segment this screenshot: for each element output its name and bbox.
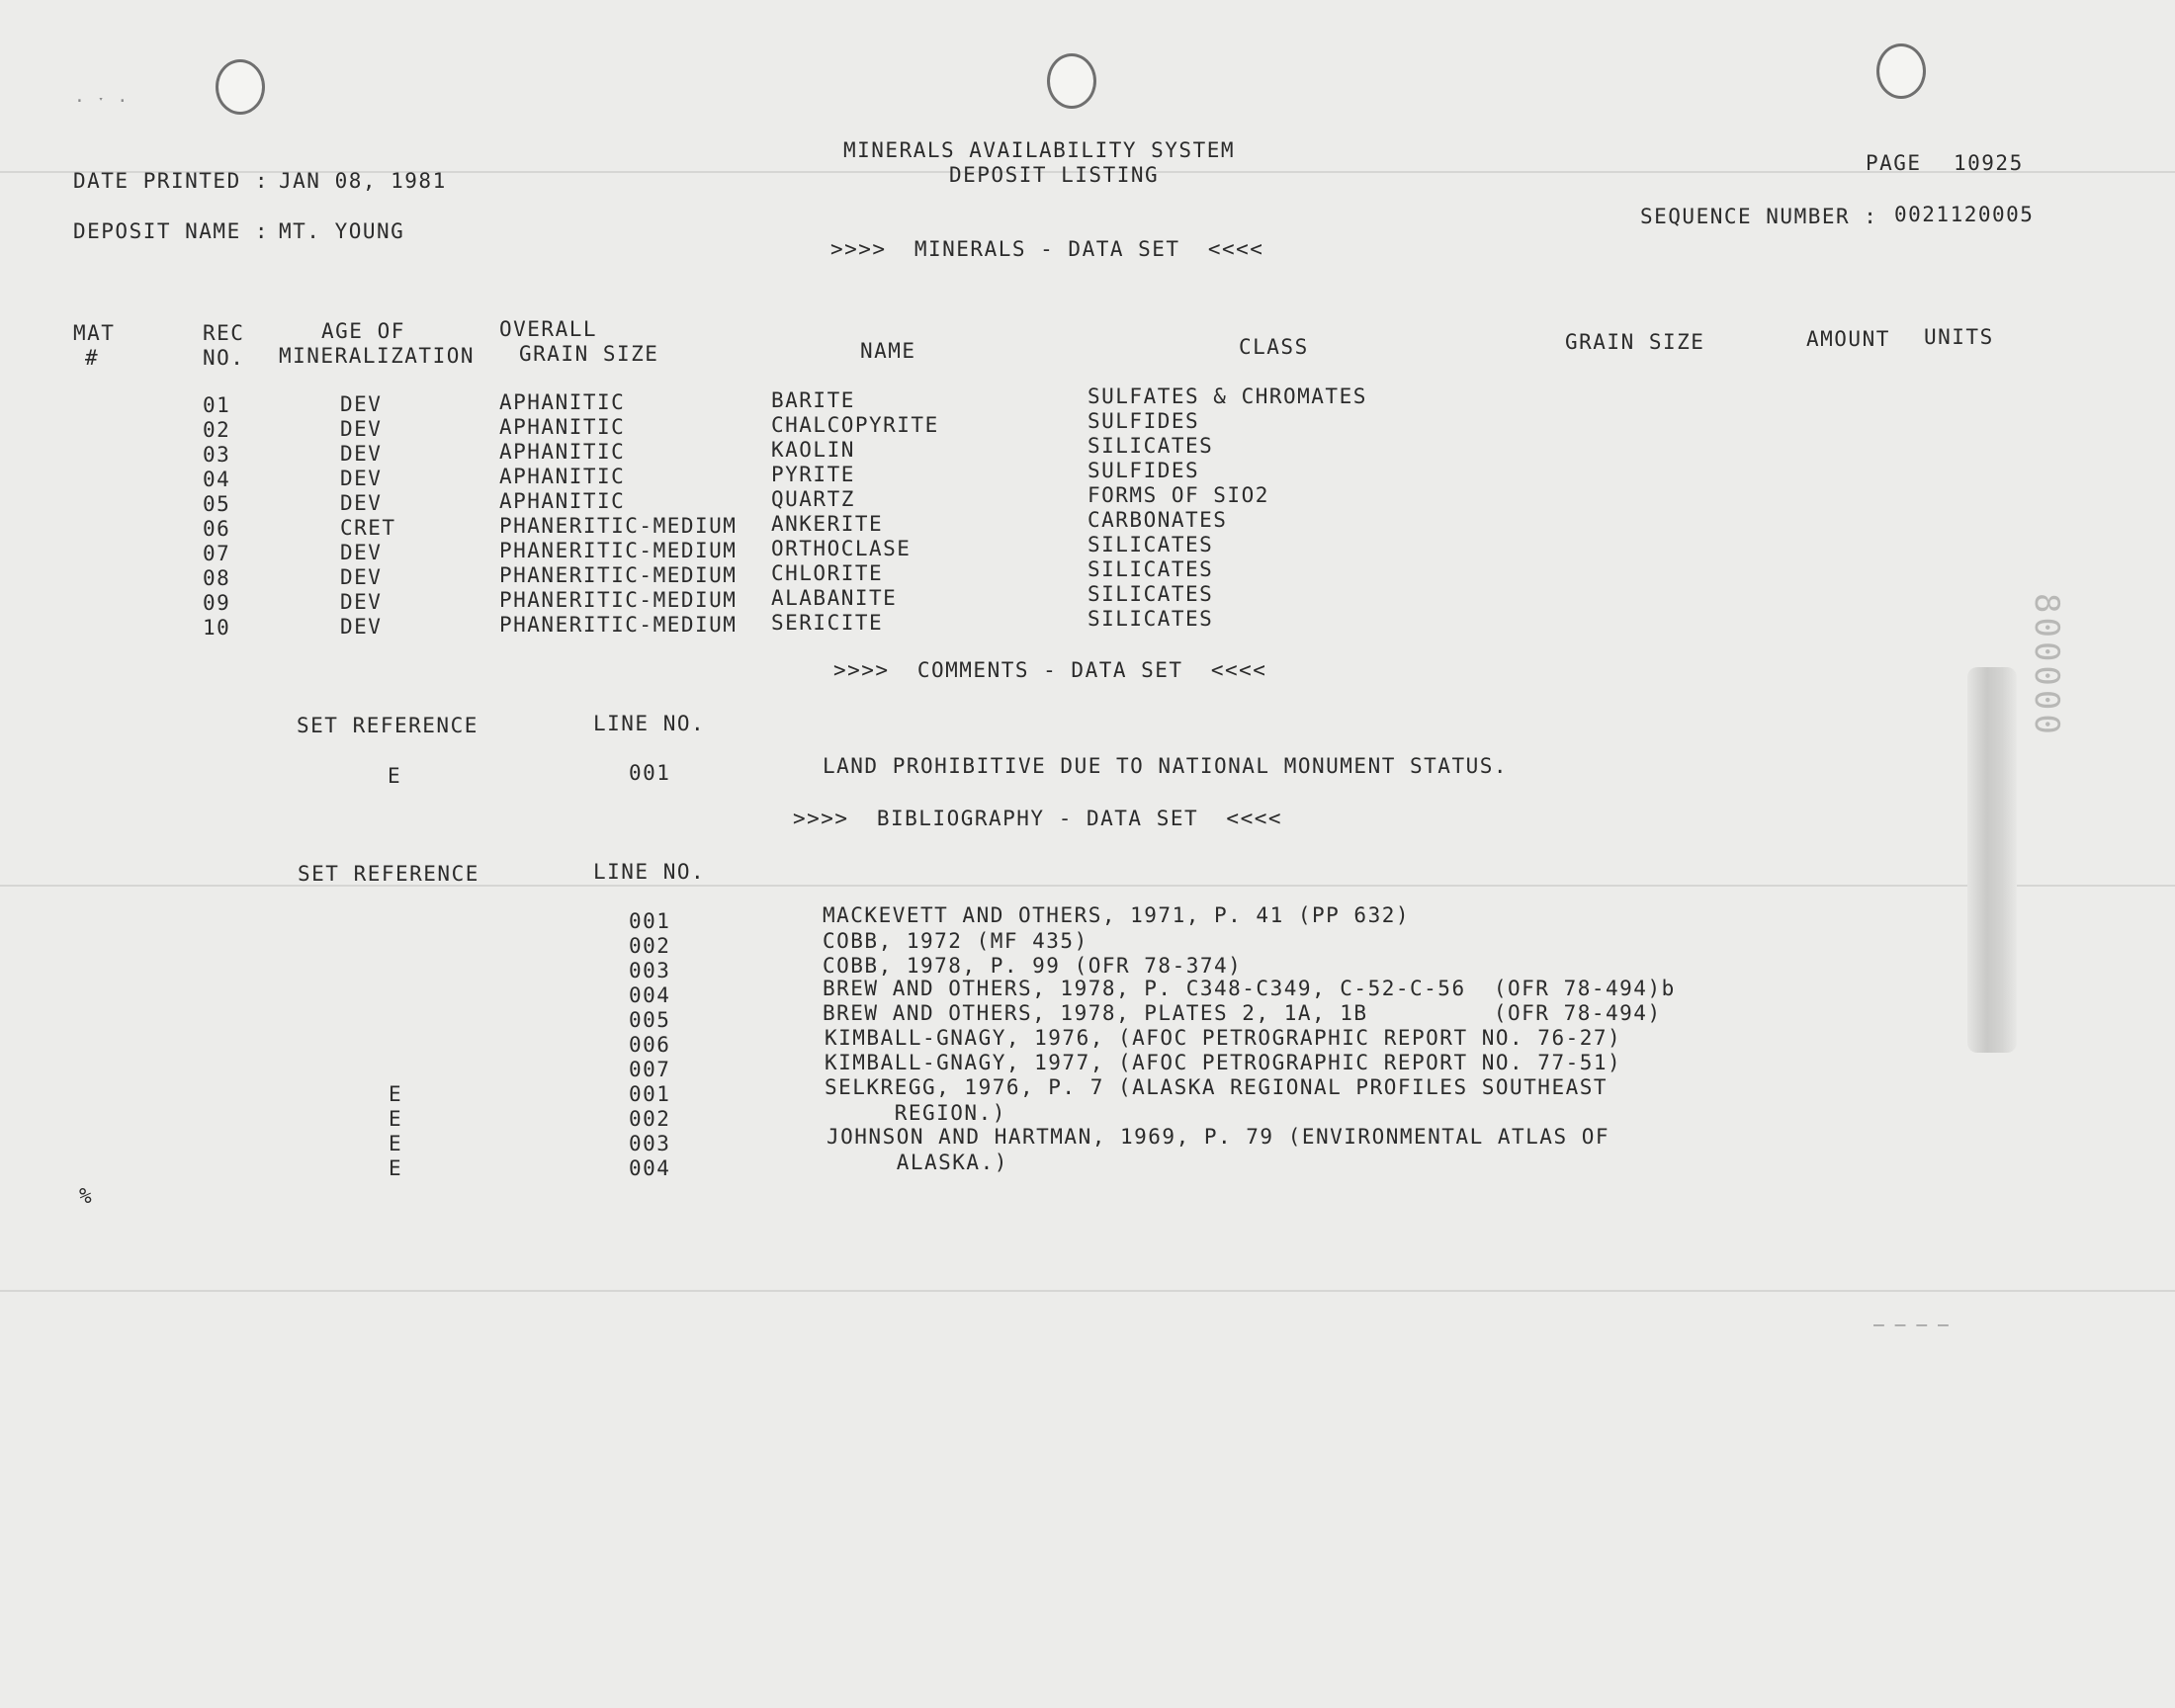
mineral-class: SULFATES & CHROMATES [1088,384,1367,408]
col-grain-size: GRAIN SIZE [1565,330,1705,354]
sequence-label: SEQUENCE NUMBER : [1640,205,1878,228]
col-grain-2: GRAIN SIZE [519,342,659,366]
comment-ref: E [388,764,402,788]
age: DEV [340,467,383,490]
mineral-name: SERICITE [771,611,884,635]
mineral-class: SILICATES [1088,582,1214,606]
mineral-class: SILICATES [1088,557,1214,581]
bib-text: REGION.) [825,1101,1006,1125]
mineral-class: SULFIDES [1088,459,1200,482]
rec-no: 10 [203,616,231,640]
col-amount: AMOUNT [1806,327,1890,351]
age: DEV [340,417,383,441]
bib-line-no: 004 [629,1156,671,1180]
bib-text: SELKREGG, 1976, P. 7 (ALASKA REGIONAL PROFILES SOUTHEAST [825,1075,1609,1099]
mineral-class: SILICATES [1088,533,1214,556]
grain-size: APHANITIC [499,440,626,464]
date-printed: JAN 08, 1981 [279,169,447,193]
mineral-name: QUARTZ [771,487,855,511]
mineral-name: CHALCOPYRITE [771,413,939,437]
rec-no: 01 [203,393,231,417]
bib-text: MACKEVETT AND OTHERS, 1971, P. 41 (PP 632) [823,903,1411,927]
bib-text: BREW AND OTHERS, 1978, P. C348-C349, C-52-C-56 (OFR 78-494)b [823,977,1676,1000]
page-number: 10925 [1954,151,2024,175]
mineral-name: BARITE [771,388,855,412]
rec-no: 08 [203,566,231,590]
grain-size: APHANITIC [499,465,626,488]
col-line-no: LINE NO. [593,712,706,735]
mineral-class: FORMS OF SIO2 [1088,483,1269,507]
bib-line-no: 003 [629,959,671,982]
comment-line-no: 001 [629,761,671,785]
mineral-class: SULFIDES [1088,409,1200,433]
col-set-reference: SET REFERENCE [297,714,478,737]
grain-size: APHANITIC [499,489,626,513]
fold-line [0,1290,2175,1292]
binder-hole [216,59,265,115]
col-set-reference: SET REFERENCE [298,862,479,886]
grain-size: PHANERITIC-MEDIUM [499,539,738,562]
mineral-name: ORTHOCLASE [771,537,912,560]
bib-line-no: 001 [629,1082,671,1106]
comments-section-title: >>>> COMMENTS - DATA SET <<<< [833,658,1267,682]
age: DEV [340,392,383,416]
binder-hole [1047,53,1096,109]
grain-size: PHANERITIC-MEDIUM [499,563,738,587]
bib-text: ALASKA.) [826,1151,1008,1174]
bib-line-no: 002 [629,934,671,958]
col-units: UNITS [1924,325,1994,349]
bib-ref: E [389,1156,403,1180]
rec-no: 06 [203,517,231,541]
deposit-name: MT. YOUNG [279,219,405,243]
grain-size: APHANITIC [499,390,626,414]
bib-line-no: 005 [629,1008,671,1032]
bibliography-section-title: >>>> BIBLIOGRAPHY - DATA SET <<<< [793,807,1283,830]
col-age-2: MINERALIZATION [279,344,476,368]
bib-text: KIMBALL-GNAGY, 1977, (AFOC PETROGRAPHIC REPORT NO. 77-51) [825,1051,1622,1074]
age: DEV [340,590,383,614]
mineral-class: CARBONATES [1088,508,1228,532]
bib-text: COBB, 1972 (MF 435) [823,929,1088,953]
bib-line-no: 001 [629,909,671,933]
mineral-name: CHLORITE [771,561,884,585]
age: DEV [340,541,383,564]
bib-ref: E [389,1132,403,1155]
grain-size: PHANERITIC-MEDIUM [499,514,738,538]
bib-line-no: 007 [629,1058,671,1081]
bib-text: KIMBALL-GNAGY, 1976, (AFOC PETROGRAPHIC REPORT NO. 76-27) [825,1026,1622,1050]
bib-ref: E [389,1082,403,1106]
age: CRET [340,516,396,540]
mineral-class: SILICATES [1088,607,1214,631]
bib-ref: E [389,1107,403,1131]
col-rec-no: NO. [203,346,245,370]
deposit-name-label: DEPOSIT NAME : [73,219,270,243]
age: DEV [340,442,383,466]
date-printed-label: DATE PRINTED : [73,169,270,193]
col-grain: OVERALL [499,317,598,341]
rec-no: 04 [203,468,231,491]
rec-no: 07 [203,542,231,565]
listing-title: DEPOSIT LISTING [949,163,1160,187]
mineral-name: PYRITE [771,463,855,486]
bib-text: JOHNSON AND HARTMAN, 1969, P. 79 (ENVIRONMENTAL ATLAS OF [826,1125,1610,1149]
speck-mark: · ˑ · [74,91,129,112]
col-rec: REC [203,321,245,345]
end-mark: % [79,1184,94,1208]
grain-size: APHANITIC [499,415,626,439]
age: DEV [340,565,383,589]
col-age: AGE OF [321,319,405,343]
bib-text: COBB, 1978, P. 99 (OFR 78-374) [823,954,1243,978]
mineral-class: SILICATES [1088,434,1214,458]
page-label: PAGE [1866,151,1922,175]
bib-line-no: 006 [629,1033,671,1057]
rec-no: 03 [203,443,231,467]
col-mat: MAT [73,321,116,345]
grain-size: PHANERITIC-MEDIUM [499,588,738,612]
col-name: NAME [860,339,916,363]
mineral-name: ALABANITE [771,586,898,610]
col-line-no: LINE NO. [593,860,706,884]
col-class: CLASS [1239,335,1309,359]
rec-no: 05 [203,492,231,516]
comment-text: LAND PROHIBITIVE DUE TO NATIONAL MONUMENT STATUS. [823,754,1509,778]
system-title: MINERALS AVAILABILITY SYSTEM [843,138,1236,162]
bib-line-no: 004 [629,983,671,1007]
margin-mark: 800000 [2027,593,2066,738]
sequence-number: 0021120005 [1894,203,2035,226]
mineral-name: KAOLIN [771,438,855,462]
age: DEV [340,615,383,639]
binder-hole [1876,43,1926,99]
age: DEV [340,491,383,515]
col-mat-hash: # [85,346,100,370]
scan-shadow [1967,667,2017,1053]
mineral-name: ANKERITE [771,512,884,536]
rec-no: 02 [203,418,231,442]
rec-no: 09 [203,591,231,615]
minerals-section-title: >>>> MINERALS - DATA SET <<<< [830,237,1264,261]
bib-line-no: 002 [629,1107,671,1131]
bib-line-no: 003 [629,1132,671,1155]
bib-text: BREW AND OTHERS, 1978, PLATES 2, 1A, 1B (OFR 78-494) [823,1001,1662,1025]
grain-size: PHANERITIC-MEDIUM [499,613,738,637]
scan-mark: — — ‒ – [1873,1315,1949,1335]
